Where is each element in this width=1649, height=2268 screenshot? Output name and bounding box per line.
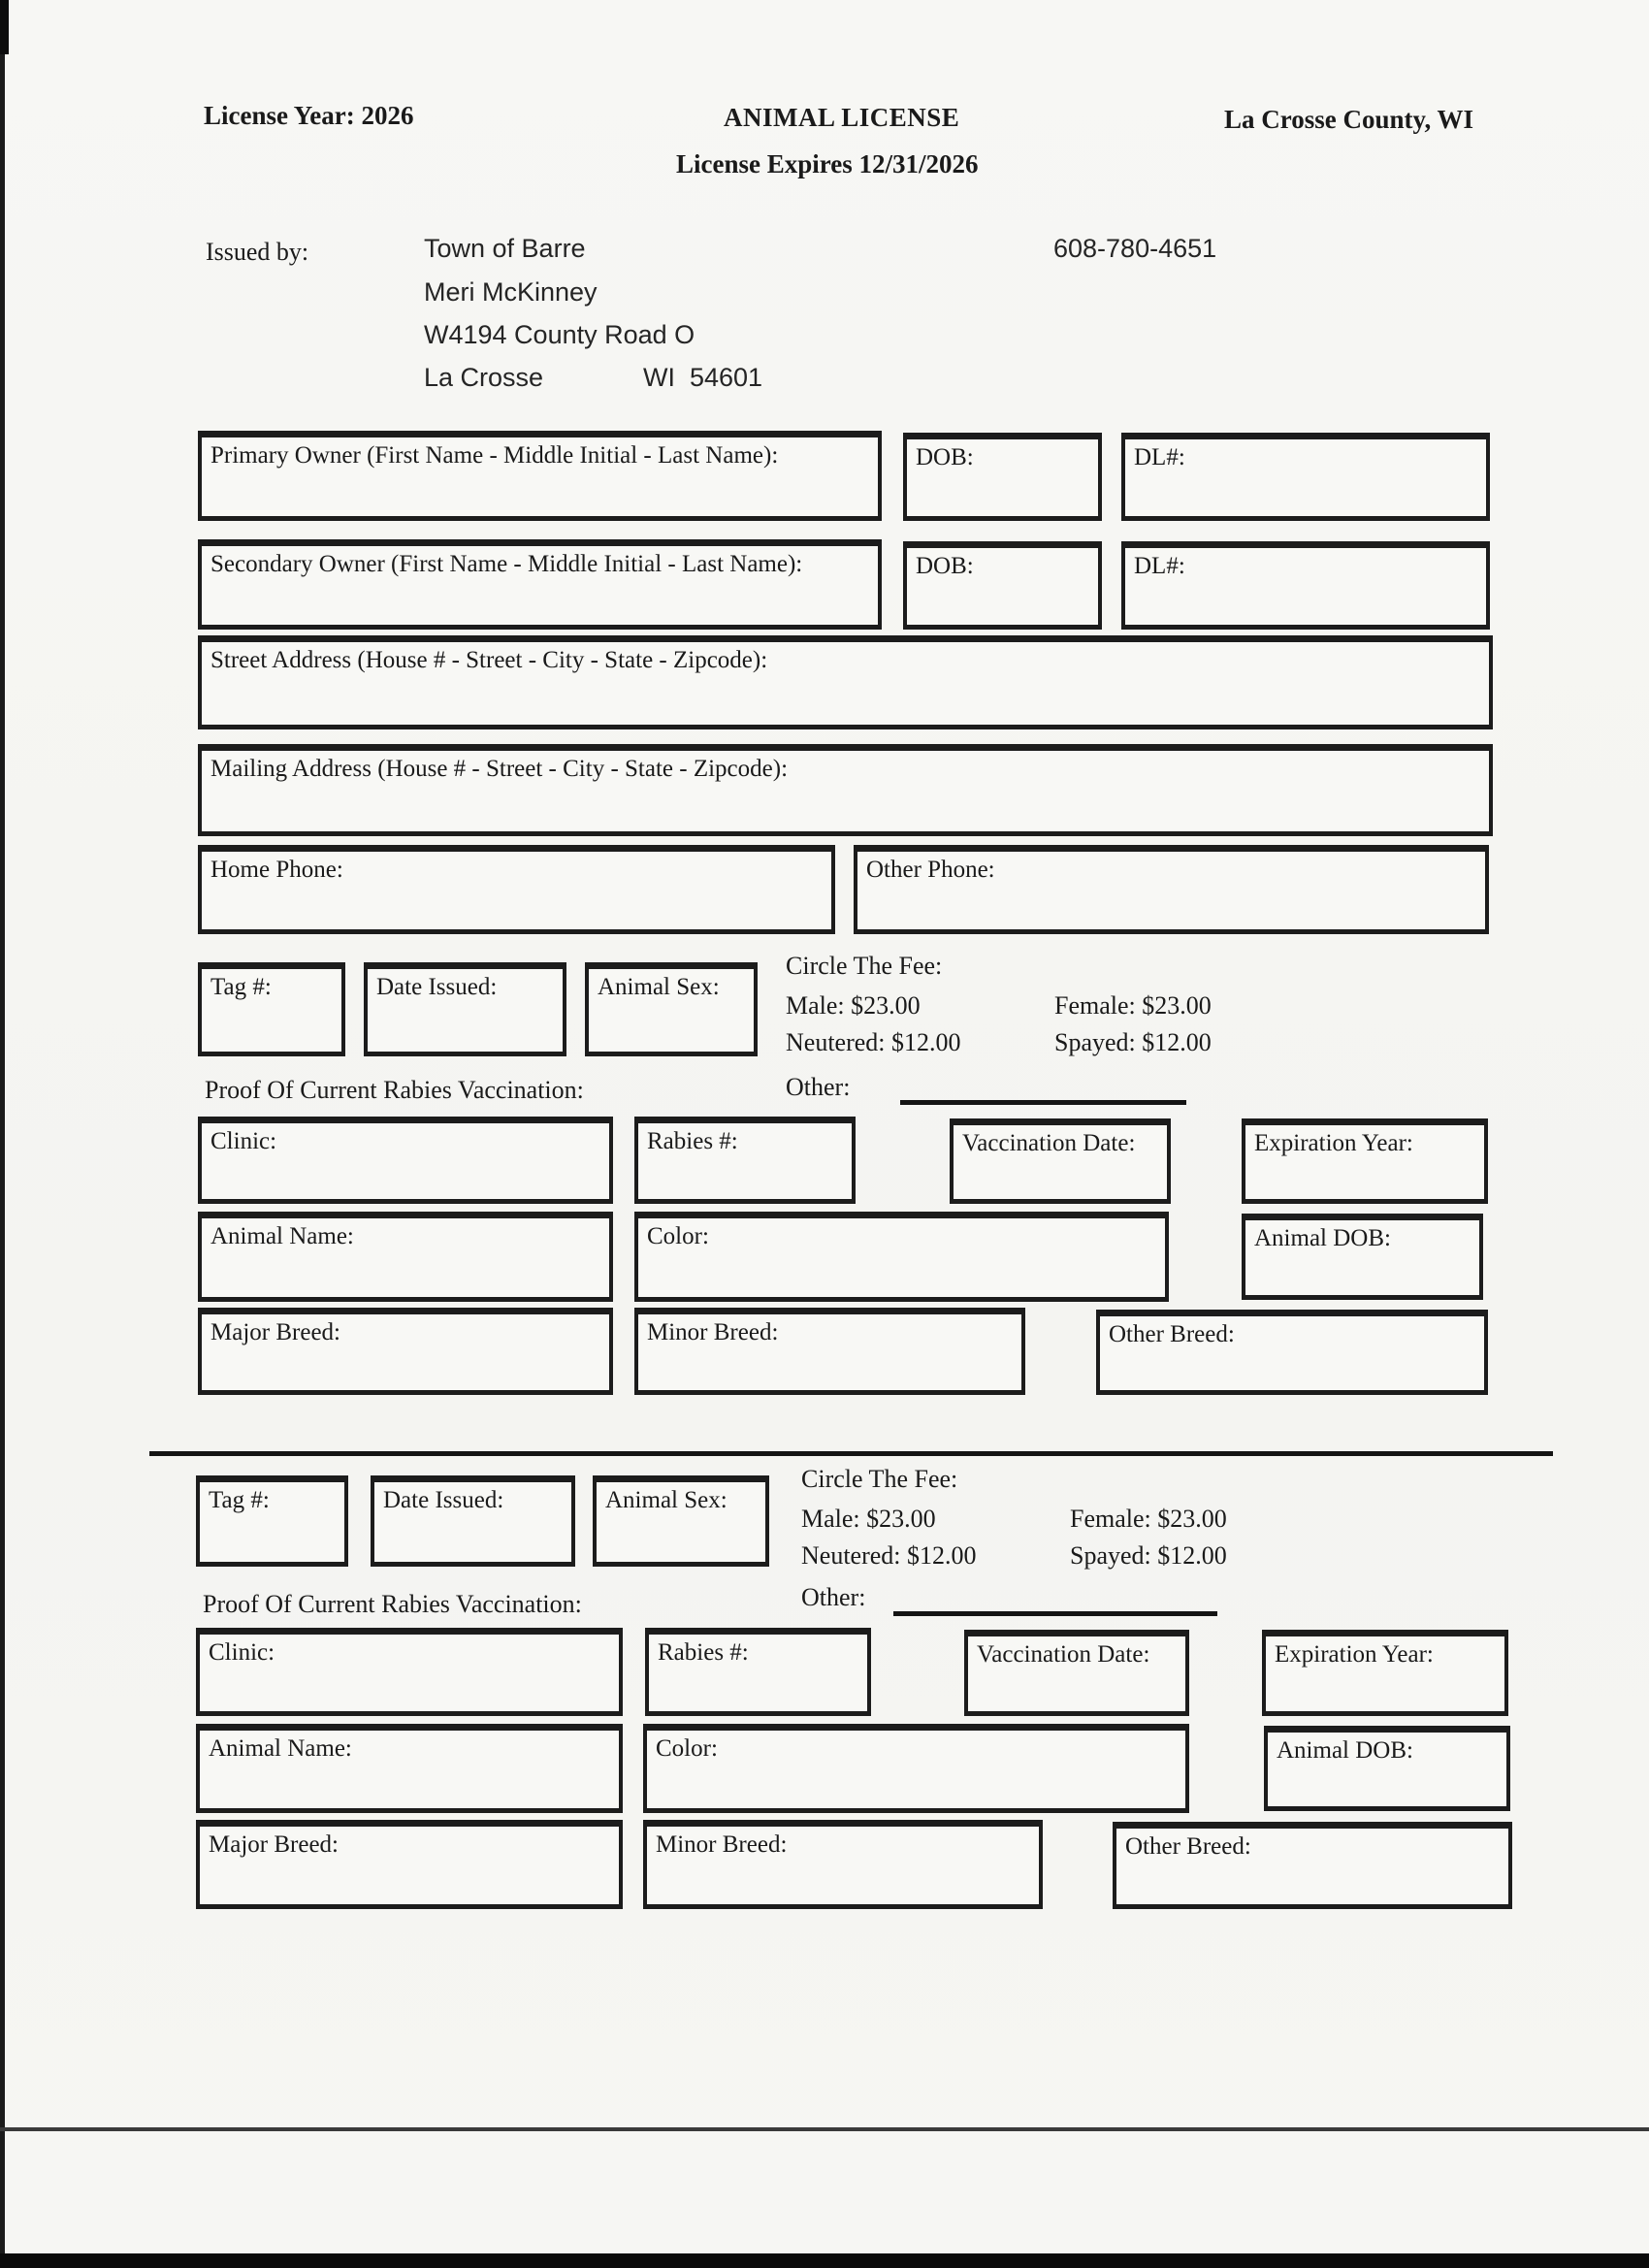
animal1-color-field[interactable] — [634, 1212, 1169, 1302]
animal1-vaccination-date-field[interactable] — [950, 1118, 1171, 1204]
animal1-animal-dob-field[interactable] — [1242, 1214, 1483, 1300]
animal2-clinic-field[interactable] — [196, 1628, 623, 1716]
animal1-animal-name-field[interactable] — [198, 1212, 613, 1302]
issuer-contact: Meri McKinney — [424, 277, 598, 307]
bottom-horizontal-rule — [0, 2127, 1649, 2131]
animal2-fee-option-male[interactable]: Male: $23.00 — [801, 1505, 936, 1533]
scan-corner-artifact — [0, 0, 9, 54]
animal2-expiration-year-field[interactable] — [1262, 1630, 1508, 1716]
animal2-color-label: Color: — [656, 1735, 718, 1762]
animal2-other-breed-label: Other Breed: — [1125, 1833, 1251, 1860]
home-phone-label: Home Phone: — [210, 857, 343, 883]
secondary-owner-label: Secondary Owner (First Name - Middle Initial - Last Name): — [210, 551, 803, 577]
section-divider — [149, 1451, 1553, 1456]
animal1-major-breed-field[interactable] — [198, 1308, 613, 1395]
animal2-animal-dob-field[interactable] — [1264, 1726, 1510, 1811]
animal1-fee-option-neutered[interactable]: Neutered: $12.00 — [786, 1028, 961, 1056]
county-label: La Crosse County, WI — [1224, 105, 1474, 134]
animal1-other-breed-label: Other Breed: — [1109, 1321, 1235, 1347]
issuer-organization: Town of Barre — [424, 234, 586, 263]
animal2-minor-breed-field[interactable] — [643, 1820, 1043, 1909]
primary-dl-label: DL#: — [1134, 444, 1185, 470]
street-address-label: Street Address (House # - Street - City - State - Zipcode): — [210, 647, 768, 673]
animal2-animal-name-label: Animal Name: — [209, 1735, 352, 1762]
animal2-color-field[interactable] — [643, 1724, 1189, 1813]
animal1-animal-sex-field[interactable] — [585, 962, 758, 1056]
animal2-date-issued-label: Date Issued: — [383, 1487, 504, 1513]
animal1-animal-sex-label: Animal Sex: — [598, 974, 720, 1000]
other-phone-label: Other Phone: — [866, 857, 995, 883]
animal2-major-breed-field[interactable] — [196, 1820, 623, 1909]
animal1-animal-dob-label: Animal DOB: — [1254, 1225, 1391, 1251]
animal2-fee-option-spayed[interactable]: Spayed: $12.00 — [1070, 1541, 1227, 1570]
animal2-minor-breed-label: Minor Breed: — [656, 1831, 788, 1858]
animal2-clinic-label: Clinic: — [209, 1639, 275, 1666]
animal2-other-breed-field[interactable] — [1113, 1822, 1512, 1909]
primary-owner-label: Primary Owner (First Name - Middle Initial - Last Name): — [210, 442, 779, 469]
animal1-animal-name-label: Animal Name: — [210, 1223, 354, 1249]
expiry-label: License Expires 12/31/2026 — [676, 149, 979, 178]
primary-dl-field[interactable] — [1121, 433, 1490, 521]
animal1-date-issued-label: Date Issued: — [376, 974, 498, 1000]
animal1-clinic-field[interactable] — [198, 1117, 613, 1204]
animal2-tag-field[interactable] — [196, 1475, 348, 1567]
animal2-tag-label: Tag #: — [209, 1487, 270, 1513]
home-phone-field[interactable] — [198, 845, 835, 934]
issuer-state-zip: WI 54601 — [643, 363, 763, 392]
street-address-field[interactable] — [198, 635, 1493, 729]
primary-owner-field[interactable] — [198, 431, 882, 521]
animal2-animal-sex-label: Animal Sex: — [605, 1487, 728, 1513]
animal1-expiration-year-label: Expiration Year: — [1254, 1130, 1413, 1156]
secondary-owner-field[interactable] — [198, 539, 882, 630]
animal2-vaccination-date-field[interactable] — [964, 1630, 1189, 1716]
page-title: ANIMAL LICENSE — [724, 103, 960, 132]
animal2-date-issued-field[interactable] — [371, 1475, 575, 1567]
animal1-fee-option-spayed[interactable]: Spayed: $12.00 — [1054, 1028, 1212, 1056]
animal1-clinic-label: Clinic: — [210, 1128, 277, 1154]
secondary-dob-label: DOB: — [916, 553, 974, 579]
issued-by-label: Issued by: — [206, 238, 309, 266]
animal2-fee-other-label: Other: — [801, 1583, 866, 1611]
secondary-dob-field[interactable] — [903, 541, 1102, 630]
animal1-rabies-number-label: Rabies #: — [647, 1128, 738, 1154]
secondary-dl-field[interactable] — [1121, 541, 1490, 630]
other-phone-field[interactable] — [854, 845, 1489, 934]
primary-dob-label: DOB: — [916, 444, 974, 470]
animal1-fee-heading: Circle The Fee: — [786, 952, 943, 980]
scan-edge-artifact — [0, 0, 5, 2254]
animal1-vaccination-date-label: Vaccination Date: — [962, 1130, 1136, 1156]
license-year-label: License Year: 2026 — [204, 101, 414, 130]
primary-dob-field[interactable] — [903, 433, 1102, 521]
animal1-fee-option-female[interactable]: Female: $23.00 — [1054, 991, 1212, 1020]
animal1-minor-breed-field[interactable] — [634, 1308, 1025, 1395]
animal1-fee-option-male[interactable]: Male: $23.00 — [786, 991, 921, 1020]
issuer-phone: 608-780-4651 — [1053, 234, 1217, 263]
animal1-fee-other-line[interactable] — [900, 1100, 1186, 1105]
issuer-street: W4194 County Road O — [424, 320, 695, 349]
animal1-color-label: Color: — [647, 1223, 709, 1249]
animal1-expiration-year-field[interactable] — [1242, 1118, 1488, 1204]
animal1-major-breed-label: Major Breed: — [210, 1319, 340, 1345]
animal2-fee-heading: Circle The Fee: — [801, 1465, 958, 1493]
issuer-city: La Crosse — [424, 363, 544, 392]
animal2-fee-option-neutered[interactable]: Neutered: $12.00 — [801, 1541, 977, 1570]
mailing-address-label: Mailing Address (House # - Street - City - State - Zipcode): — [210, 756, 789, 782]
animal1-date-issued-field[interactable] — [364, 962, 566, 1056]
animal2-major-breed-label: Major Breed: — [209, 1831, 339, 1858]
animal1-tag-field[interactable] — [198, 962, 345, 1056]
animal2-animal-sex-field[interactable] — [593, 1475, 769, 1567]
animal2-animal-name-field[interactable] — [196, 1724, 623, 1813]
secondary-dl-label: DL#: — [1134, 553, 1185, 579]
animal1-tag-label: Tag #: — [210, 974, 272, 1000]
animal2-rabies-number-label: Rabies #: — [658, 1639, 749, 1666]
animal2-vaccination-date-label: Vaccination Date: — [977, 1641, 1150, 1668]
animal1-minor-breed-label: Minor Breed: — [647, 1319, 779, 1345]
animal2-fee-option-female[interactable]: Female: $23.00 — [1070, 1505, 1227, 1533]
animal1-proof-label: Proof Of Current Rabies Vaccination: — [205, 1076, 584, 1104]
animal1-fee-other-label: Other: — [786, 1073, 851, 1101]
animal1-other-breed-field[interactable] — [1096, 1310, 1488, 1395]
scan-bottom-strip — [0, 2253, 1649, 2268]
animal2-expiration-year-label: Expiration Year: — [1275, 1641, 1434, 1668]
animal2-animal-dob-label: Animal DOB: — [1277, 1737, 1413, 1764]
animal2-rabies-number-field[interactable] — [645, 1628, 871, 1716]
animal2-fee-other-line[interactable] — [893, 1611, 1217, 1616]
animal1-rabies-number-field[interactable] — [634, 1117, 856, 1204]
animal2-proof-label: Proof Of Current Rabies Vaccination: — [203, 1590, 582, 1618]
mailing-address-field[interactable] — [198, 744, 1493, 836]
